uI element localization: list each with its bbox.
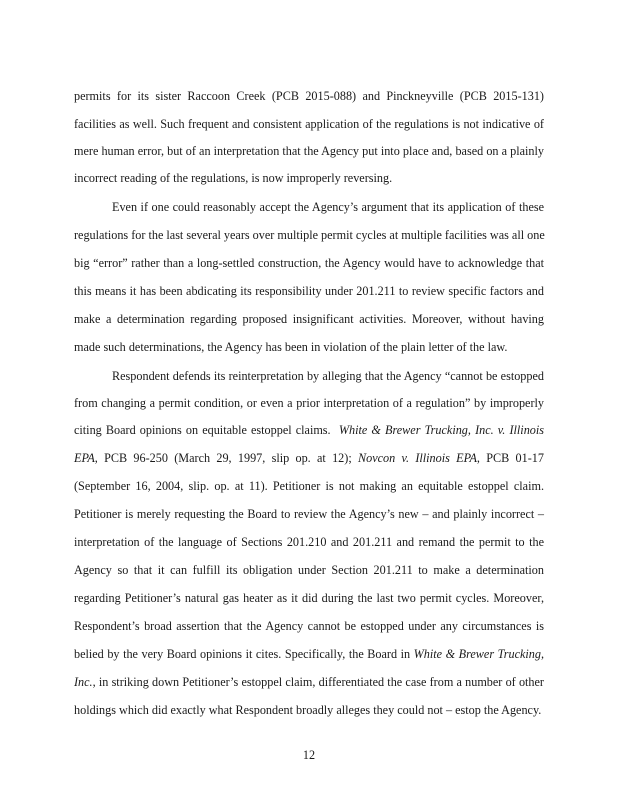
text-line bbox=[74, 674, 544, 690]
case-citation: EPA bbox=[74, 451, 95, 465]
text-line: regarding Petitioner’s natural gas heater as it did during the last two permit cycles. Moreover, bbox=[74, 591, 544, 605]
case-citation: White & Brewer Trucking, Inc. v. Illinois bbox=[338, 423, 545, 437]
text-line: Even if one could reasonably accept the Agency’s argument that its application of these bbox=[112, 200, 544, 214]
page-number: 12 bbox=[302, 748, 316, 762]
text-segment: belied by the very Board opinions it cites. Specifically, the Board in bbox=[74, 647, 411, 661]
text-line: incorrect reading of the regulations, is now improperly reversing. bbox=[74, 171, 393, 185]
case-citation: Novcon v. Illinois EPA bbox=[357, 451, 477, 465]
text-line: this means it has been abdicating its responsibility under 201.211 to review specific factors and bbox=[74, 284, 544, 298]
text-line: Agency so that it can fulfill its obligation under Section 201.211 to make a determination bbox=[74, 563, 544, 577]
text-line: make a determination regarding proposed insignificant activities. Moreover, without having bbox=[74, 312, 544, 326]
case-citation: White & Brewer Trucking, bbox=[413, 647, 545, 661]
text-segment: , PCB 01-17 bbox=[476, 451, 544, 465]
text-line: from changing a permit condition, or even a prior interpretation of a regulation” by improperly bbox=[74, 396, 544, 410]
text-line: regulations for the last several years over multiple permit cycles at multiple facilities was all one bbox=[74, 228, 545, 242]
case-citation: Inc. bbox=[74, 675, 93, 689]
text-line: Respondent defends its reinterpretation by alleging that the Agency “cannot be estopped bbox=[112, 369, 544, 383]
text-segment: , in striking down Petitioner’s estoppel claim, differentiated the case from a number of other bbox=[92, 675, 544, 689]
text-line bbox=[74, 450, 544, 466]
text-line: facilities as well. Such frequent and consistent application of the regulations is not indicative of bbox=[74, 117, 544, 131]
text-line: made such determinations, the Agency has been in violation of the plain letter of the law. bbox=[74, 340, 508, 354]
text-line: interpretation of the language of Sections 201.210 and 201.211 and remand the permit to the bbox=[74, 535, 544, 549]
text-line bbox=[74, 422, 544, 438]
text-line: (September 16, 2004, slip. op. at 11). Petitioner is not making an equitable estoppel claim. bbox=[74, 479, 544, 493]
text-line bbox=[74, 646, 544, 662]
text-line: mere human error, but of an interpretation that the Agency put into place and, based on a plainly bbox=[74, 144, 544, 158]
text-line: big “error” rather than a long-settled construction, the Agency would have to acknowledge that bbox=[74, 256, 544, 270]
text-line: Respondent’s broad assertion that the Agency cannot be estopped under any circumstances is bbox=[74, 619, 544, 633]
text-line: permits for its sister Raccoon Creek (PCB 2015-088) and Pinckneyville (PCB 2015-131) bbox=[74, 89, 544, 103]
text-line: holdings which did exactly what Respondent broadly alleges they could not – estop the Agency. bbox=[74, 703, 542, 717]
text-segment: , PCB 96-250 (March 29, 1997, slip op. at 12); bbox=[94, 451, 358, 465]
text-segment: citing Board opinions on equitable estoppel claims. bbox=[74, 423, 331, 437]
text-line: Petitioner is merely requesting the Board to review the Agency’s new – and plainly incorrect – bbox=[74, 507, 544, 521]
